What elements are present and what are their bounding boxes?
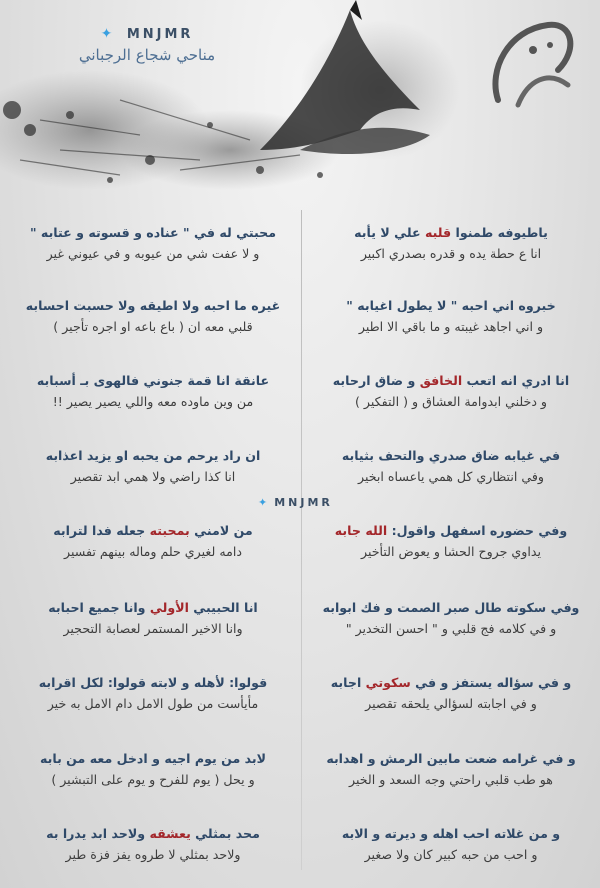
highlight-word: يعشقه [149,826,191,841]
author-name: مناحي شجاع الرجباني [78,46,216,64]
verse-right-6 [306,597,596,639]
verse-right-3 [306,370,596,412]
verse-line-1: عانقة انا قمة جنوني فالهوى بـ أسبابه [36,373,270,388]
highlight-word: الأولي [149,600,189,615]
verse-line-1: محبتي له في " عناده و قسوته و عتابه " [29,225,277,240]
verse-line-1: ياطيوفه طمنوا قلبه علي لا يأبه [354,225,548,240]
verse-line-2: و اني اجاهد غيبته و ما باقي الا اطير [358,319,544,334]
verse-line-2: وفي انتظاري كل همي ياعساه ابخير [358,469,544,484]
verse-line-1: ان راد يرحم من يحبه او يزيد اعذابه [45,448,261,463]
verse-line-1: و من غلاته احب اهله و ديرته و الابه [341,826,561,841]
verse-line-1: في غيابه ضاق صدري والتحف بثيابه [341,448,561,463]
verse-line-2: و دخلني ابدوامة العشاق و ( التفكير ) [354,394,548,409]
highlight-word: الله جابه [334,523,388,538]
verse-line-1: خبروه اني احبه " لا يطول اغيابه " [346,298,556,313]
verse-right-1 [306,222,596,264]
verse-line-1: قولوا: لأهله و لابته قولوا: لكل اقرابه [38,675,268,690]
verse-line-2: و لا عفت شي من عيوبه و في عيوني غير [46,246,260,261]
verse-left-8 [8,748,298,790]
verse-line-2: مأيأست من طول الامل دام الامل به خير [47,696,259,711]
verse-line-1: من لامني بمحبته جعله فدا لترابه [53,523,253,538]
brand-block [62,26,232,64]
verse-left-7 [8,672,298,714]
verse-line-1: وفي حضوره اسفهل واقول: الله جابه [334,523,568,538]
verse-left-3 [8,370,298,412]
highlight-word: بمحبته [149,523,190,538]
verse-line-2: قلبي معه ان ( باع باعه او اجره تأجير ) [53,319,253,334]
calligraphy-logo-icon [478,10,588,120]
verse-line-2: هو طب قلبي راحتي وجه السعد و الخير [349,772,553,787]
verse-left-4 [8,445,298,487]
verse-line-2: دامه لغيري حلم وماله بينهم تفسير [64,544,242,559]
highlight-word: الخافق [419,373,463,388]
verse-line-2: ولاحد بمثلي لا طروه يفز فزة طير [65,847,241,862]
verse-line-2: يداوي جروح الحشا و يعوض التأخير [361,544,541,559]
verse-line-2: و يحل ( يوم للفرح و يوم على التبشير ) [51,772,255,787]
verse-line-1: غيره ما احبه ولا اطيقه ولا حسبت احسابه [25,298,281,313]
verse-left-2 [8,295,298,337]
verse-line-2: و احب من حبه كبير كان ولا صغير [364,847,538,862]
verse-right-2 [306,295,596,337]
verse-line-1: و في غرامه ضعت مابين الرمش و اهدابه [326,751,576,766]
watermark: ✦ MNJMR [258,496,333,509]
author-logo [478,10,588,120]
highlight-word: سكوتي [365,675,411,690]
verse-line-1: وفي سكوته طال صبر الصمت و فك ابوابه [322,600,580,615]
verse-line-1: انا الحبيبي الأولي وانا جميع احبابه [48,600,258,615]
verse-line-2: انا ع حطة يده و قدره بصدري اكبير [360,246,542,261]
verse-line-2: و في اجابته لسؤالي يلحقه تقصير [365,696,537,711]
verse-line-2: و في كلامه فج قلبي و " احسن التخدير " [345,621,557,636]
verse-line-2: من وين ماوده معه واللي يصير يصير !! [52,394,254,409]
header-banner [0,0,600,200]
highlight-word: قلبه [425,225,452,240]
column-divider [301,210,302,870]
verse-line-1: لابد من يوم اجيه و ادخل معه من بابه [39,751,267,766]
verse-line-1: انا ادري انه اتعب الخافق و ضاق ارحابه [332,373,570,388]
verse-right-8 [306,748,596,790]
verse-left-9 [8,823,298,865]
verse-right-9 [306,823,596,865]
verse-right-5 [306,520,596,562]
verse-right-4 [306,445,596,487]
verse-line-1: محد بمثلي يعشقه ولاحد ابد يدرا به [46,826,260,841]
verse-line-2: وانا الاخير المستمر لعصابة التحجير [63,621,243,636]
verse-line-1: و في سؤاله يستفز و في سكوتي اجابه [330,675,572,690]
verse-left-6 [8,597,298,639]
twitter-bird-icon: ✦ [100,26,116,42]
twitter-handle[interactable]: ✦ MNJMR [100,26,194,42]
verse-right-7 [306,672,596,714]
verse-line-2: انا كذا راضي ولا همي ابد تقصير [70,469,236,484]
verse-left-1 [8,222,298,264]
verse-left-5 [8,520,298,562]
twitter-bird-icon: ✦ [258,496,271,509]
